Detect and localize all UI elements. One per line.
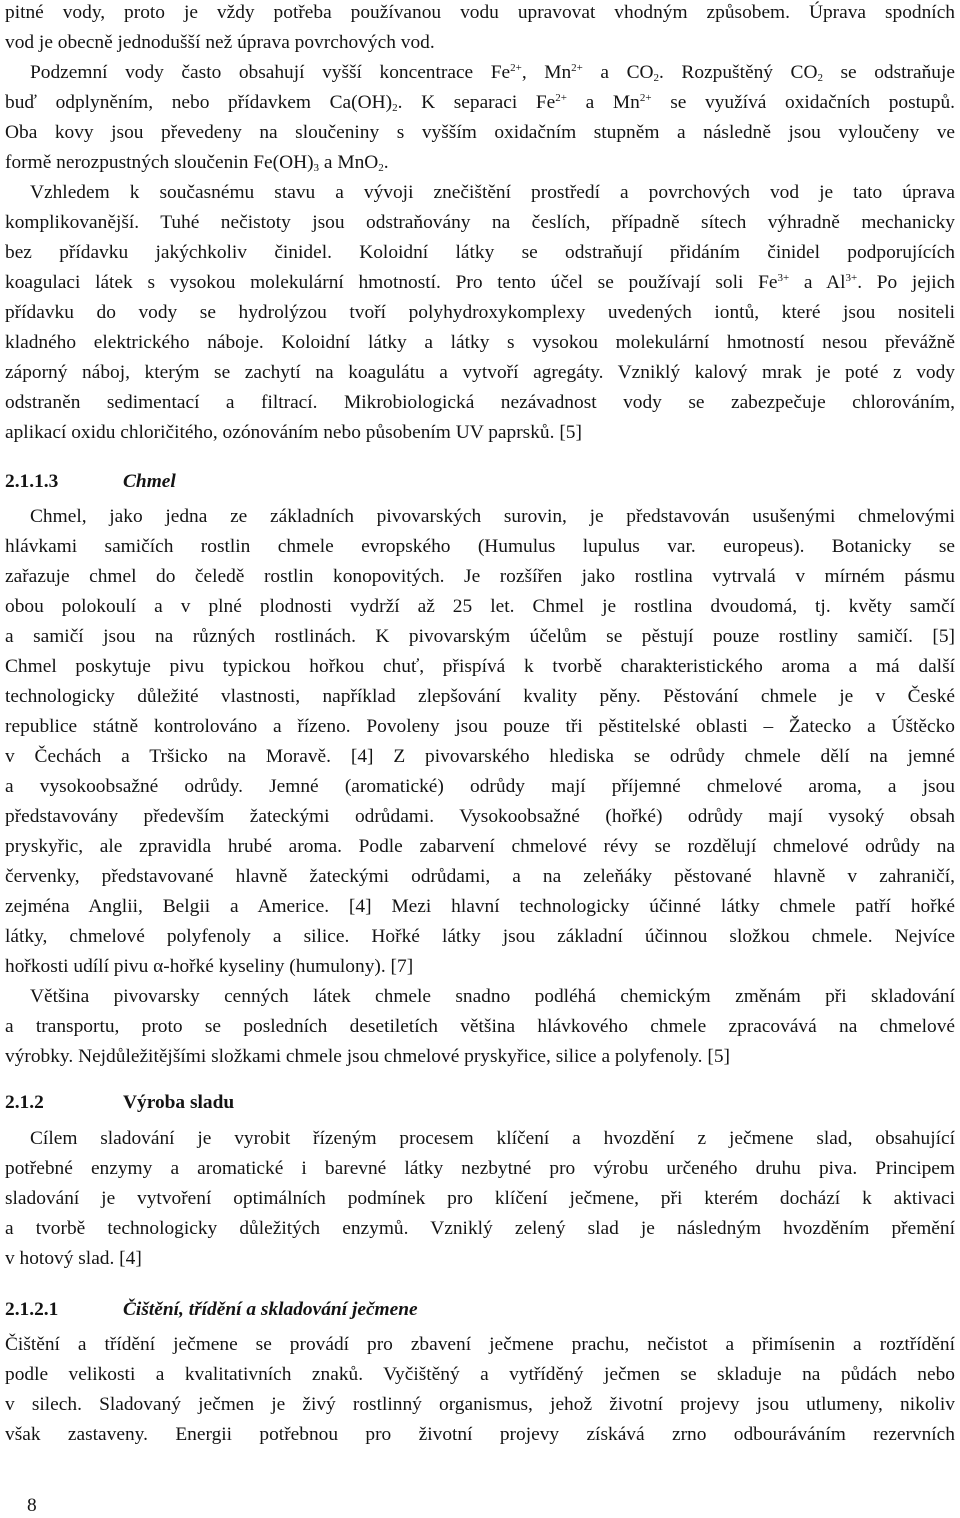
text-line: v silech. Sladovaný ječmen je živý rostlinný organismus, jehož životní projevy jsou utlumeny, nikoliv — [5, 1394, 955, 1415]
text-line: pryskyřic, ale zpravidla hrubé aroma. Podle zabarvení chmelové révy se rozdělují chmelové odrůdy na — [5, 836, 955, 857]
section-title: Chmel — [123, 471, 176, 492]
text-line: však zastaveny. Energii potřebnou pro životní projevy získává zrno odbouráváním rezervních — [5, 1424, 955, 1445]
text-line: zejména Anglii, Belgii a Americe. [4] Mezi hlavní technologicky účinné látky chmele patří hořké — [5, 896, 955, 917]
text-line: červenky, představované hlavně žateckými odrůdami, a na zeleňáky pěstované hlavně v zahraničí, — [5, 866, 955, 887]
text-line: v Čechách a Tršicko na Moravě. [4] Z pivovarského hlediska se odrůdy chmele dělí na jemné — [5, 746, 955, 767]
section-heading-cisteni — [5, 1298, 418, 1322]
text-line: hořkosti udílí pivu α-hořké kyseliny (humulony). [7] — [5, 956, 414, 977]
section-title: Čištění, třídění a skladování ječmene — [123, 1299, 418, 1320]
text-line: podle velikosti a kvalitativních znaků. Vyčištěný a vytříděný ječmen se skladuje na půdách nebo — [5, 1364, 955, 1385]
text-line: a transportu, proto se posledních desetiletích většina hlávkového chmele zpracovává na chmelové — [5, 1016, 955, 1037]
text-line: republice státně kontrolováno a řízeno. Povoleny jsou pouze tři pěstitelské oblasti – Žatecko a Úštěcko — [5, 716, 955, 737]
text-line: vod je obecně jednodušší než úprava povrchových vod. — [5, 32, 435, 53]
text-line: aplikací oxidu chloričitého, ozónováním nebo působením UV paprsků. [5] — [5, 422, 582, 443]
text-line: přídavku do vody se hydrolýzou tvoří polyhydroxykomplexy uvedených iontů, které jsou nositeli — [5, 302, 955, 323]
text-line: bez přídavku jakýchkoliv činidel. Koloidní látky se odstraňují přidáním činidel podporujících — [5, 242, 955, 263]
text-line: obou polokoulí a v plné plodnosti vydrží až 25 let. Chmel je rostlina dvoudomá, tj. květy samčí — [5, 596, 955, 617]
text-line: komplikovanější. Tuhé nečistoty jsou odstraňovány na česlích, případně sítech výhradně mechanicky — [5, 212, 955, 233]
text-line: Chmel, jako jedna ze základních pivovarských surovin, je představován usušenými chmelovými — [30, 506, 955, 527]
text-line: Vzhledem k současnému stavu a vývoji znečištění prostředí a povrchových vod je tato úprava — [30, 182, 955, 203]
text-line: koagulaci látek s vysokou molekulární hmotností. Pro tento účel se používají soli $Fe^{3+}$ a $Al^{3+}$. Po jejich — [5, 272, 955, 293]
text-line: kladného elektrického náboje. Koloidní látky a látky s vysokou molekulární hmotností nesou převážně — [5, 332, 955, 353]
text-line: a vysokoobsažné odrůdy. Jemné (aromatické) odrůdy mají příjemné chmelové aroma, a jsou — [5, 776, 955, 797]
section-number: 2.1.1.3 — [5, 471, 59, 492]
text-line: a tvorbě technologicky důležitých enzymů. Vzniklý zelený slad je následným hvozděním přemění — [5, 1218, 955, 1239]
text-line: odstraněn sedimentací a filtrací. Mikrobiologická nezávadnost vody se zabezpečuje chlorováním, — [5, 392, 955, 413]
section-number: 2.1.2.1 — [5, 1299, 59, 1320]
text-line: hlávkami samičích rostlin chmele evropského (Humulus lupulus var. europeus). Botanicky se — [5, 536, 955, 557]
section-heading-chmel — [5, 470, 176, 494]
text-line: technologicky důležité vlastnosti, například zlepšování kvality pěny. Pěstování chmele je v České — [5, 686, 955, 707]
text-line: buď odplyněním, nebo přídavkem $Ca(OH)_2$. K separaci $Fe^{2+}$ a $Mn^{2+}$ se využívá oxidačních postupů. — [5, 92, 955, 114]
page-number: 8 — [27, 1495, 37, 1516]
text-line: výrobky. Nejdůležitějšími složkami chmele jsou chmelové pryskyřice, silice a polyfenoly. [5] — [5, 1046, 730, 1067]
text-line: zařazuje chmel do čeledě rostlin konopovitých. Je rozšířen jako rostlina vytrvalá v mírném pásmu — [5, 566, 955, 587]
text-line: látky, chmelové polyfenoly a silice. Hořké látky jsou základní účinnou složkou chmele. Nejvíce — [5, 926, 955, 947]
text-line: Oba kovy jsou převedeny na sloučeniny s vyšším oxidačním stupněm a následně jsou vyloučeny ve — [5, 122, 955, 143]
text-line: pitné vody, proto je vždy potřeba používanou vodu upravovat vhodným způsobem. Úprava spodních — [5, 2, 955, 23]
text-line: formě nerozpustných sloučenin $Fe(OH)_3$ a MnO$_2$. — [5, 152, 389, 174]
text-line: sladování je vytvoření optimálních podmínek pro klíčení ječmene, při kterém dochází k aktivaci — [5, 1188, 955, 1209]
text-line: a samičí jsou na různých rostlinách. K pivovarským účelům se pěstují pouze rostliny samičí. [5] — [5, 626, 955, 647]
text-line: Většina pivovarsky cenných látek chmele snadno podléhá chemickým změnám při skladování — [30, 986, 955, 1007]
section-heading-vyroba-sladu — [5, 1091, 234, 1115]
text-line: Čištění a třídění ječmene se provádí pro zbavení ječmene prachu, nečistot a přimísenin a roztřídění — [5, 1334, 955, 1355]
text-line: Podzemní vody často obsahují vyšší koncentrace $Fe^{2+}$, $Mn^{2+}$ a $CO_2$. Rozpuštěný $CO_2$ se odstraňuje — [30, 62, 955, 84]
section-number: 2.1.2 — [5, 1092, 44, 1113]
text-line: v hotový slad. [4] — [5, 1248, 142, 1269]
text-line: představovány především žateckými odrůdami. Vysokoobsažné (hořké) odrůdy mají vysoký obsah — [5, 806, 955, 827]
text-line: Chmel poskytuje pivu typickou hořkou chuť, přispívá k tvorbě charakteristického aroma a má další — [5, 656, 955, 677]
section-title: Výroba sladu — [123, 1092, 235, 1113]
text-line: záporný náboj, kterým se zachytí na koagulátu a vytvoří agregáty. Vzniklý kalový mrak je poté z vody — [5, 362, 955, 383]
text-line: Cílem sladování je vyrobit řízeným procesem klíčení a hvozdění z ječmene slad, obsahující — [30, 1128, 955, 1149]
text-line: potřebné enzymy a aromatické i barevné látky nezbytné pro výrobu určeného druhu piva. Principem — [5, 1158, 955, 1179]
